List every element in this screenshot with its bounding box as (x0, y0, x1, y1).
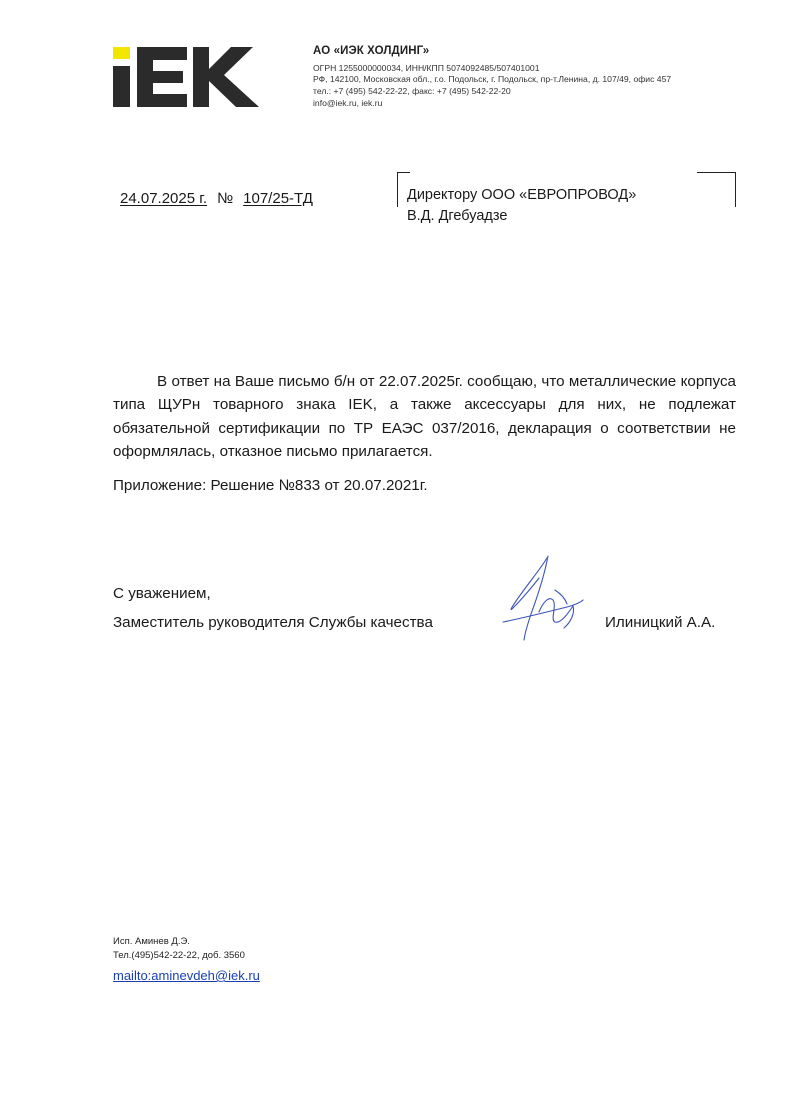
addressee-line2: В.Д. Дгебуадзе (407, 208, 508, 224)
company-registration: ОГРН 1255000000034, ИНН/КПП 5074092485/507401001 (313, 63, 540, 73)
addressee-corner-right (697, 172, 736, 207)
logo-letter-e (137, 47, 187, 107)
closing-regards: С уважением, (113, 585, 211, 602)
iek-logo (113, 47, 261, 107)
logo-letter-i (113, 66, 130, 107)
company-address: РФ, 142100, Московская обл., г.о. Подольск, г. Подольск, пр-т.Ленина, д. 107/49, офис 457 (313, 74, 672, 84)
logo-letter-k (193, 47, 259, 107)
executor-name: Исп. Аминев Д.Э. (113, 936, 190, 947)
number-sign: № (217, 190, 234, 207)
letter-number: 107/25-ТД (243, 190, 313, 207)
signer-position: Заместитель руководителя Службы качества (113, 614, 433, 631)
letter-body: В ответ на Ваше письмо б/н от 22.07.2025г. сообщаю, что металлические корпуса типа ЩУРн товарного знака IEK, а также аксессуары для них, не подлежат обязательной сертификации по ТР ЕАЭС 037/2016, декларация о соответствии не оформлялась, отказное письмо прилагается. (113, 373, 736, 461)
executor-email-link[interactable]: mailto:aminevdeh@iek.ru (113, 968, 260, 983)
executor-phone: Тел.(495)542-22-22, доб. 3560 (113, 950, 245, 961)
handwritten-signature (495, 550, 590, 650)
addressee-line1: Директору ООО «ЕВРОПРОВОД» (407, 187, 637, 203)
letter-date: 24.07.2025 г. (120, 190, 208, 207)
company-web: info@iek.ru, iek.ru (313, 98, 383, 108)
letter-appendix: Приложение: Решение №833 от 20.07.2021г. (113, 477, 428, 494)
letter-date-number (120, 190, 313, 207)
logo-accent-square (113, 47, 130, 59)
company-phone: тел.: +7 (495) 542-22-22, факс: +7 (495) 542-22-20 (313, 86, 511, 96)
signer-name: Илиницкий А.А. (605, 614, 716, 631)
company-name: АО «ИЭК ХОЛДИНГ» (313, 45, 430, 57)
